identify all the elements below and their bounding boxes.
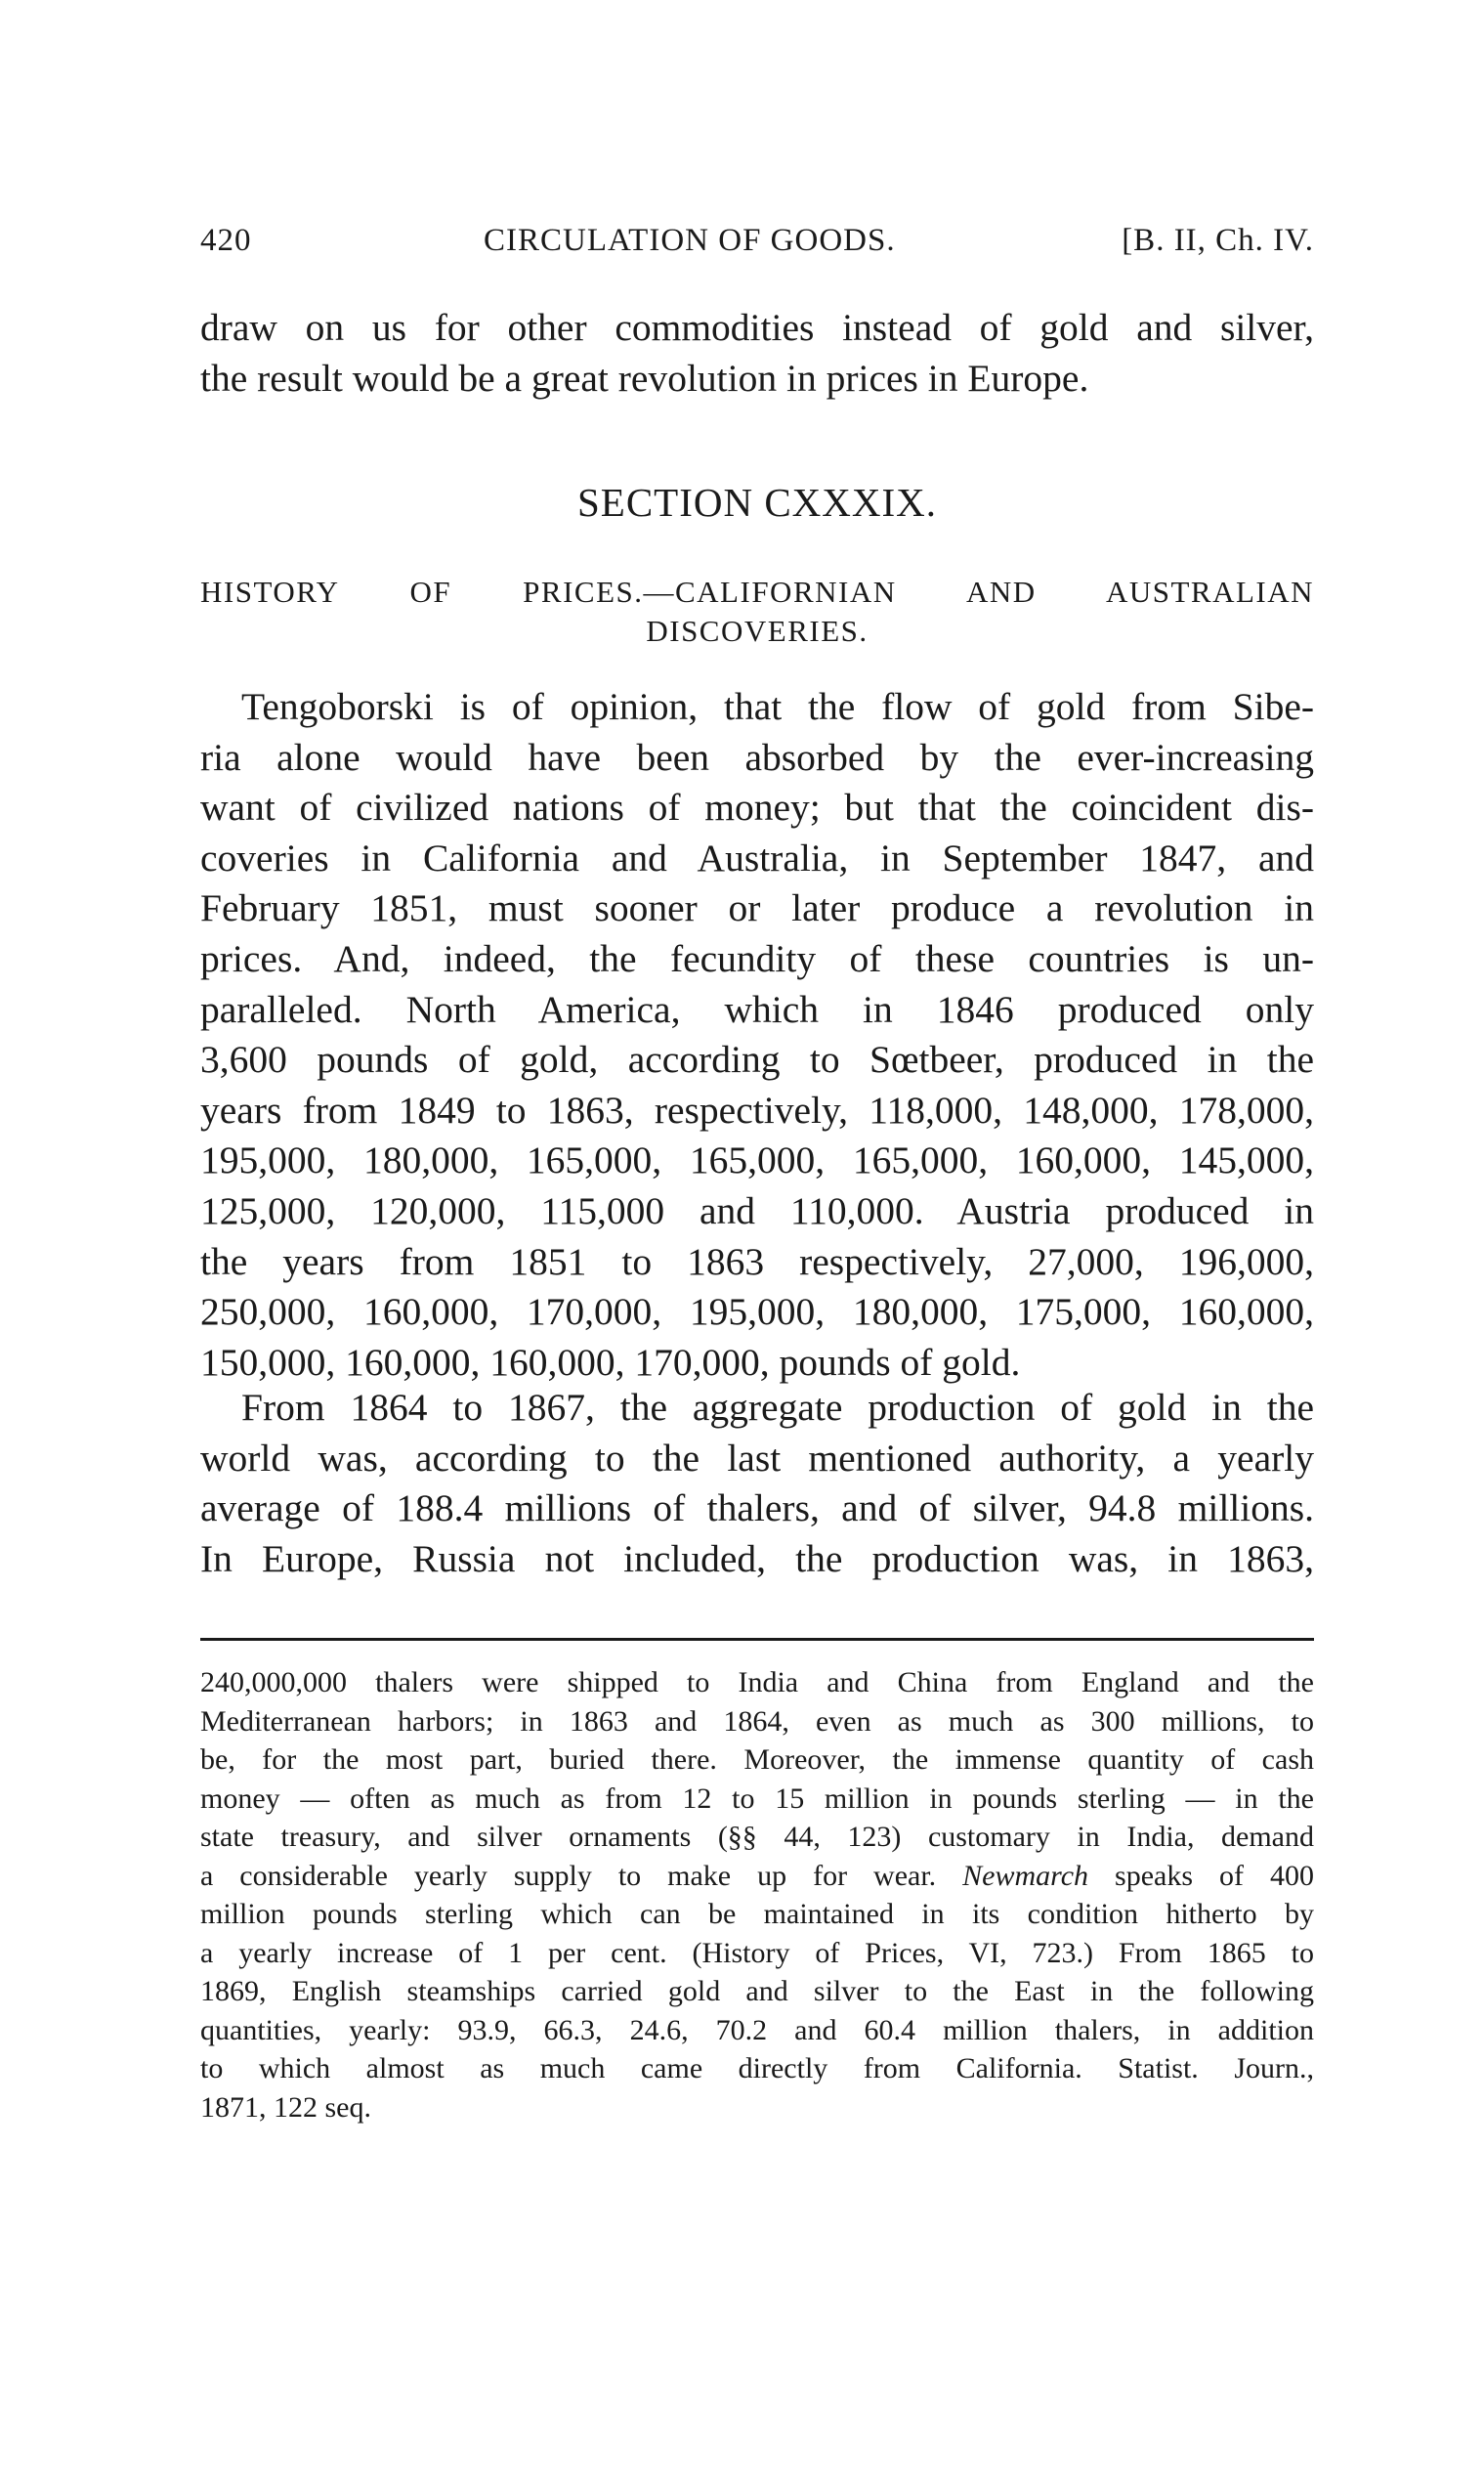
footnote-line: a yearly increase of 1 per cent. (History of Prices, VI, 723.) From 1865 to	[200, 1936, 1314, 1969]
footnote-line: 1869, English steamships carried gold and silver to the East in the following	[200, 1975, 1314, 2007]
footnote-line: be, for the most part, buried there. Moreover, the immense quantity of cash	[200, 1743, 1314, 1776]
paragraph-history-of-prices	[200, 682, 1314, 1388]
intro-paragraph	[200, 303, 1314, 404]
footnote-line: million pounds sterling which can be maintained in its condition hitherto by	[200, 1898, 1314, 1930]
text-line: draw on us for other commodities instead of gold and silver,	[200, 306, 1314, 349]
text-line: coveries in California and Australia, in September 1847, and	[200, 836, 1314, 880]
text-line: world was, according to the last mentioned authority, a yearly	[200, 1436, 1314, 1480]
text-line: the result would be a great revolution in prices in Europe.	[200, 356, 1089, 400]
footnote-line: money — often as much as from 12 to 15 million in pounds sterling — in the	[200, 1782, 1314, 1815]
footnote-line: Mediterranean harbors; in 1863 and 1864, even as much as 300 millions, to	[200, 1704, 1314, 1738]
footnote-line: state treasury, and silver ornaments (§§ 44, 123) customary in India, demand	[200, 1821, 1314, 1853]
text-line: years from 1849 to 1863, respectively, 118,000, 148,000, 178,000,	[200, 1088, 1314, 1132]
text-line: 125,000, 120,000, 115,000 and 110,000. Austria produced in	[200, 1188, 1314, 1232]
chapter-reference: [B. II, Ch. IV.	[1122, 223, 1314, 258]
text-line: paralleled. North America, which in 1846 produced only	[200, 987, 1314, 1031]
paragraph-gold-production	[200, 1383, 1314, 1584]
text-line: Tengoborski is of opinion, that the flow of gold from Sibe-	[241, 685, 1314, 728]
text-line: average of 188.4 millions of thalers, and of silver, 94.8 millions.	[200, 1486, 1314, 1530]
text-line: 195,000, 180,000, 165,000, 165,000, 165,000, 160,000, 145,000,	[200, 1138, 1314, 1182]
text-line: 3,600 pounds of gold, according to Sœtbeer, produced in the	[200, 1038, 1314, 1082]
subtitle-line: DISCOVERIES.	[646, 614, 869, 648]
text-line: February 1851, must sooner or later produce a revolution in	[200, 886, 1314, 930]
text-line: prices. And, indeed, the fecundity of these countries is un-	[200, 936, 1314, 980]
text-line: 150,000, 160,000, 160,000, 170,000, pounds of gold.	[200, 1340, 1021, 1384]
footnote-text: a considerable yearly supply to make up for wear.	[200, 1859, 963, 1892]
text-line: want of civilized nations of money; but that the coincident dis-	[200, 786, 1314, 830]
footnote-line: quantities, yearly: 93.9, 66.3, 24.6, 70.2 and 60.4 million thalers, in addition	[200, 2013, 1314, 2046]
text-line: From 1864 to 1867, the aggregate production of gold in the	[241, 1386, 1314, 1429]
footnote-line	[200, 1857, 1314, 1896]
footnote-line: 240,000,000 thalers were shipped to India and China from England and the	[200, 1666, 1314, 1698]
text-line: ria alone would have been absorbed by the ever-increasing	[200, 735, 1314, 779]
page-number: 420	[200, 223, 252, 258]
section-title: SECTION CXXXIX.	[576, 480, 938, 525]
footnote-text: speaks of 400	[1088, 1859, 1314, 1892]
section-subtitle	[200, 573, 1314, 651]
text-line: In Europe, Russia not included, the production was, in 1863,	[200, 1536, 1314, 1580]
footnote-line: 1871, 122 seq.	[200, 2090, 371, 2124]
running-title: CIRCULATION OF GOODS.	[484, 223, 896, 258]
text-line: 250,000, 160,000, 170,000, 195,000, 180,000, 175,000, 160,000,	[200, 1290, 1314, 1334]
subtitle-line: HISTORY OF PRICES.—CALIFORNIAN AND AUSTRALIAN	[200, 575, 1314, 609]
text-line: the years from 1851 to 1863 respectively, 27,000, 196,000,	[200, 1239, 1314, 1283]
author-name-italic: Newmarch	[962, 1859, 1089, 1892]
footnote-line: to which almost as much came directly from California. Statist. Journ.,	[200, 2052, 1314, 2084]
footnote-divider	[200, 1638, 1314, 1641]
footnote	[200, 1663, 1314, 2126]
running-header	[200, 223, 1314, 262]
